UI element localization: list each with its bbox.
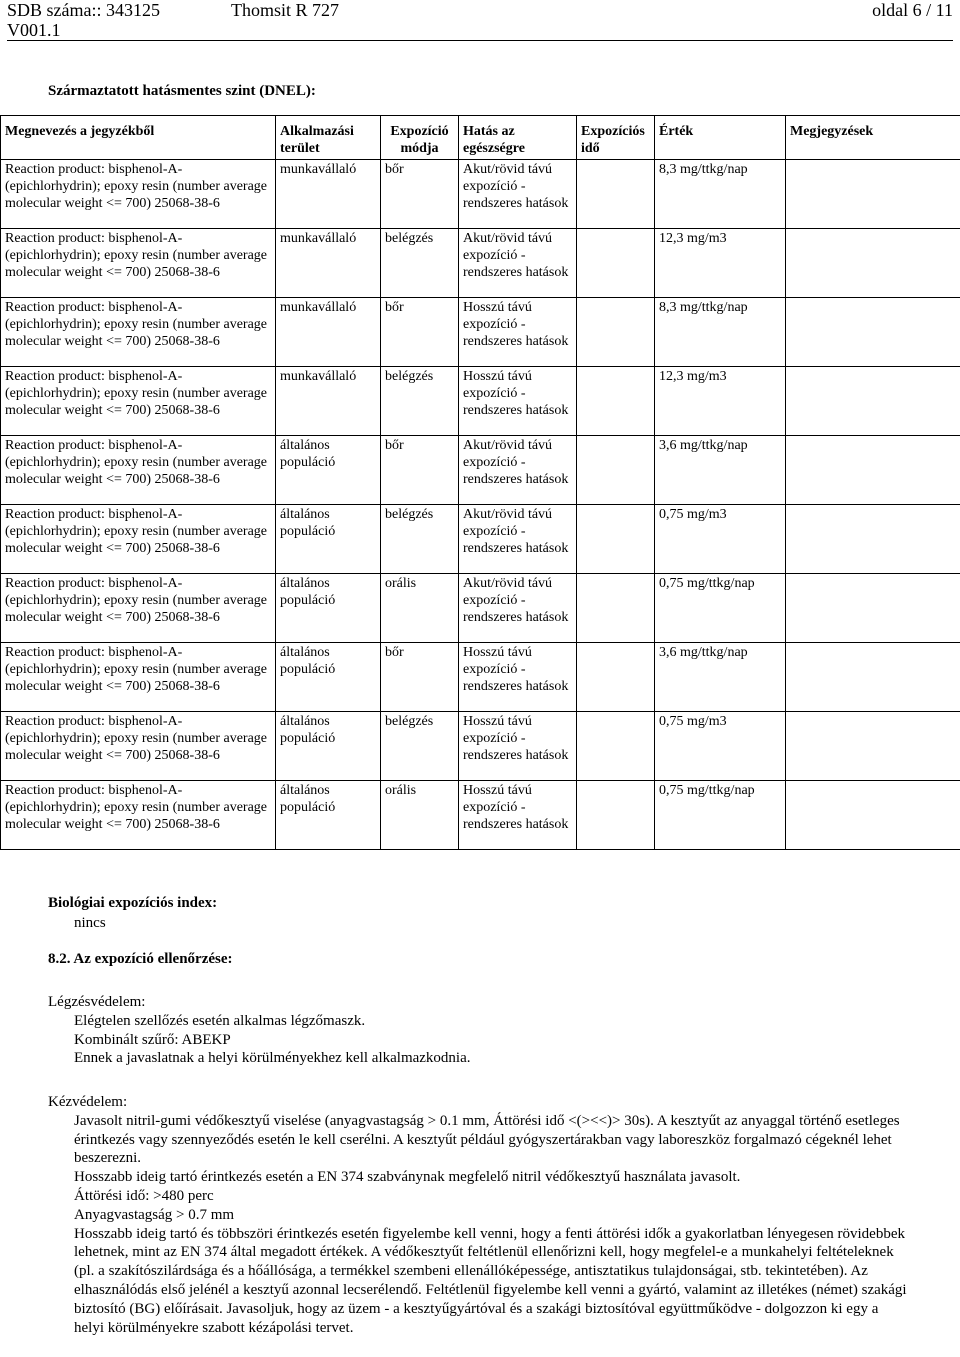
cell-route: bőr	[381, 435, 459, 504]
hand-paragraph: Áttörési idő: >480 perc	[74, 1187, 214, 1204]
table-row	[1, 573, 960, 642]
respiratory-title: Légzésvédelem:	[48, 994, 146, 1010]
col-header-time: Expozíciós idő	[577, 116, 655, 160]
cell-value: 0,75 mg/m3	[655, 504, 786, 573]
cell-note	[786, 297, 960, 366]
cell-name: Reaction product: bisphenol-A-(epichlorhydrin); epoxy resin (number average molecular weight <= 700) 25068-38-6	[1, 711, 276, 780]
exposure-control-heading: 8.2. Az expozíció ellenőrzése:	[48, 951, 233, 967]
col-header-name: Megnevezés a jegyzékből	[1, 116, 276, 160]
cell-time	[577, 642, 655, 711]
respiratory-protection	[48, 993, 471, 1068]
cell-time	[577, 159, 655, 228]
cell-effect: Hosszú távú expozíció - rendszeres hatások	[459, 780, 577, 849]
col-header-area: Alkalmazási terület	[276, 116, 381, 160]
cell-route: belégzés	[381, 711, 459, 780]
cell-effect: Hosszú távú expozíció - rendszeres hatások	[459, 642, 577, 711]
respiratory-line: Elégtelen szellőzés esetén alkalmas légzőmaszk.	[74, 1012, 366, 1029]
cell-route: orális	[381, 573, 459, 642]
cell-value: 8,3 mg/ttkg/nap	[655, 297, 786, 366]
cell-area: általános populáció	[276, 780, 381, 849]
cell-area: általános populáció	[276, 642, 381, 711]
cell-effect: Akut/rövid távú expozíció - rendszeres hatások	[459, 504, 577, 573]
cell-effect: Hosszú távú expozíció - rendszeres hatások	[459, 711, 577, 780]
cell-name: Reaction product: bisphenol-A-(epichlorhydrin); epoxy resin (number average molecular weight <= 700) 25068-38-6	[1, 573, 276, 642]
table-row	[1, 297, 960, 366]
bio-index-section	[48, 893, 217, 933]
cell-time	[577, 573, 655, 642]
cell-note	[786, 711, 960, 780]
cell-area: általános populáció	[276, 711, 381, 780]
cell-time	[577, 435, 655, 504]
cell-value: 3,6 mg/ttkg/nap	[655, 642, 786, 711]
cell-effect: Akut/rövid távú expozíció - rendszeres hatások	[459, 228, 577, 297]
cell-name: Reaction product: bisphenol-A-(epichlorhydrin); epoxy resin (number average molecular weight <= 700) 25068-38-6	[1, 435, 276, 504]
cell-route: belégzés	[381, 504, 459, 573]
cell-note	[786, 366, 960, 435]
cell-route: belégzés	[381, 366, 459, 435]
cell-name: Reaction product: bisphenol-A-(epichlorhydrin); epoxy resin (number average molecular weight <= 700) 25068-38-6	[1, 642, 276, 711]
product-name: Thomsit R 727	[231, 0, 340, 20]
page-number: oldal 6 / 11	[872, 0, 953, 20]
dnel-section-title: Származtatott hatásmentes szint (DNEL):	[48, 83, 316, 99]
cell-time	[577, 711, 655, 780]
sds-number: SDB száma:: 343125	[7, 0, 160, 20]
cell-time	[577, 780, 655, 849]
cell-name: Reaction product: bisphenol-A-(epichlorhydrin); epoxy resin (number average molecular weight <= 700) 25068-38-6	[1, 504, 276, 573]
table-row	[1, 435, 960, 504]
col-header-route: Expozíció módja	[381, 116, 459, 160]
cell-area: általános populáció	[276, 573, 381, 642]
cell-area: munkavállaló	[276, 159, 381, 228]
cell-area: munkavállaló	[276, 228, 381, 297]
col-header-effect: Hatás az egészségre	[459, 116, 577, 160]
cell-area: általános populáció	[276, 504, 381, 573]
header-rule	[7, 40, 953, 41]
cell-note	[786, 642, 960, 711]
table-row	[1, 504, 960, 573]
cell-name: Reaction product: bisphenol-A-(epichlorhydrin); epoxy resin (number average molecular weight <= 700) 25068-38-6	[1, 780, 276, 849]
cell-route: bőr	[381, 297, 459, 366]
cell-value: 0,75 mg/m3	[655, 711, 786, 780]
version: V001.1	[7, 20, 61, 40]
cell-value: 3,6 mg/ttkg/nap	[655, 435, 786, 504]
cell-note	[786, 435, 960, 504]
hand-paragraph: Javasolt nitril-gumi védőkesztyű viselése (anyagvastagság > 0.1 mm, Áttörési idő <(><<)> 30s). A kesztyűt az anyaggal történő esetleges érintkezés vagy szennyeződés esetén le kell cserélni. A kesztyűt például gyógyszertárakban vagy laboreszköz forgalmazó cégeknél lehet beszerezni.	[74, 1112, 900, 1167]
table-row	[1, 228, 960, 297]
hand-paragraph: Hosszabb ideig tartó és többszöri érintkezés esetén figyelembe kell venni, hogy a fenti áttörési idők a gyakorlatban lényegesen rövidebbek lehetnek, mint az EN 374 által megadott értékek. A védőkesztyűt feltétlenül ellenőrizni kell, hogy megfelel-e a munkahelyi feltételeknek (pl. a szakítószilárdsága és a hőállósága, a termékkel szembeni ellenállóképessége, antisztatikus tulajdonságai, stb. tekintetében). Az elhasználódás első jelénél a kesztyű azonnal lecserélendő. Feltétlenül figyelembe kell venni a gyártó, valamint az illetékes (német) szakági biztosító (BG) előírásait. Javasoljuk, hogy az üzem - a kesztyűgyártóval és a szakági biztosítóval együttműködve - dolgozzon ki egy a helyi körülményekre szabott kézápolási tervet.	[74, 1225, 907, 1336]
cell-effect: Akut/rövid távú expozíció - rendszeres hatások	[459, 435, 577, 504]
cell-effect: Hosszú távú expozíció - rendszeres hatások	[459, 297, 577, 366]
cell-area: munkavállaló	[276, 366, 381, 435]
cell-name: Reaction product: bisphenol-A-(epichlorhydrin); epoxy resin (number average molecular weight <= 700) 25068-38-6	[1, 366, 276, 435]
cell-note	[786, 573, 960, 642]
cell-area: általános populáció	[276, 435, 381, 504]
cell-value: 0,75 mg/ttkg/nap	[655, 780, 786, 849]
table-row	[1, 780, 960, 849]
cell-note	[786, 228, 960, 297]
cell-note	[786, 780, 960, 849]
bio-index-value: nincs	[74, 915, 106, 931]
cell-route: belégzés	[381, 228, 459, 297]
table-header-row	[1, 116, 960, 160]
table-row	[1, 711, 960, 780]
cell-time	[577, 228, 655, 297]
table-row	[1, 642, 960, 711]
cell-note	[786, 504, 960, 573]
cell-name: Reaction product: bisphenol-A-(epichlorhydrin); epoxy resin (number average molecular weight <= 700) 25068-38-6	[1, 297, 276, 366]
cell-value: 12,3 mg/m3	[655, 228, 786, 297]
cell-effect: Akut/rövid távú expozíció - rendszeres hatások	[459, 159, 577, 228]
cell-name: Reaction product: bisphenol-A-(epichlorhydrin); epoxy resin (number average molecular weight <= 700) 25068-38-6	[1, 159, 276, 228]
respiratory-line: Ennek a javaslatnak a helyi körülményekhez kell alkalmazkodnia.	[74, 1050, 471, 1067]
dnel-table	[0, 115, 960, 850]
cell-route: bőr	[381, 642, 459, 711]
cell-route: orális	[381, 780, 459, 849]
cell-route: bőr	[381, 159, 459, 228]
respiratory-line: Kombinált szűrő: ABEKP	[74, 1031, 231, 1048]
hand-title: Kézvédelem:	[48, 1094, 128, 1110]
table-row	[1, 366, 960, 435]
cell-effect: Akut/rövid távú expozíció - rendszeres hatások	[459, 573, 577, 642]
cell-effect: Hosszú távú expozíció - rendszeres hatások	[459, 366, 577, 435]
cell-time	[577, 504, 655, 573]
cell-area: munkavállaló	[276, 297, 381, 366]
cell-note	[786, 159, 960, 228]
table-row	[1, 159, 960, 228]
hand-paragraph: Hosszabb ideig tartó érintkezés esetén a EN 374 szabványnak megfelelő nitril védőkesztyű használata javasolt.	[74, 1169, 741, 1186]
hand-protection	[48, 1093, 908, 1337]
hand-paragraph: Anyagvastagság > 0.7 mm	[74, 1206, 235, 1223]
col-header-notes: Megjegyzések	[786, 116, 960, 160]
cell-value: 0,75 mg/ttkg/nap	[655, 573, 786, 642]
cell-name: Reaction product: bisphenol-A-(epichlorhydrin); epoxy resin (number average molecular weight <= 700) 25068-38-6	[1, 228, 276, 297]
bio-index-title: Biológiai expozíciós index:	[48, 895, 218, 911]
cell-value: 12,3 mg/m3	[655, 366, 786, 435]
cell-value: 8,3 mg/ttkg/nap	[655, 159, 786, 228]
cell-time	[577, 366, 655, 435]
col-header-value: Érték	[655, 116, 786, 160]
cell-time	[577, 297, 655, 366]
